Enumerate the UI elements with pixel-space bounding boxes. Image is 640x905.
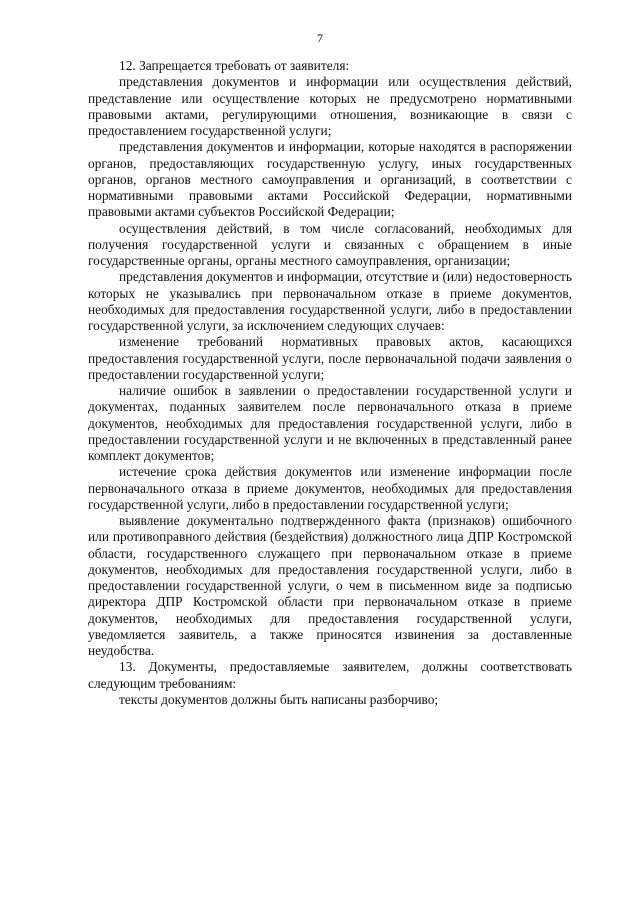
paragraph-documents-actions: представления документов и информации или осуществления действий, представление или осуществление которых не предусмотрено нормативными правовыми актами, регулирующими отношения, возникающие в связи с предоставлением государственной услуги; <box>88 74 572 138</box>
paragraph-legibility: тексты документов должны быть написаны разборчиво; <box>119 691 439 707</box>
paragraph-documents-in-possession: представления документов и информации, которые находятся в распоряжении органов, предоставляющих государственную услугу, иных государственных органов, органов местного самоуправления и организаций, в соответствии с нормативными правовыми актами Российской Федерации, нормативными правовыми актами субъектов Российской Федерации; <box>88 139 572 220</box>
document-body <box>88 58 572 708</box>
page-number: 7 <box>317 31 323 45</box>
paragraph-case-requirements-change: изменение требований нормативных правовых актов, касающихся предоставления государственной услуги, после первоначальной подачи заявления о предоставлении государственной услуги; <box>88 334 572 382</box>
paragraph-case-errors: наличие ошибок в заявлении о предоставлении государственной услуги и документах, поданных заявителем после первоначального отказа в приеме документов, необходимых для предоставления государственной услуги, либо в предоставлении государственной услуги и не включенных в представленный ранее комплект документов; <box>88 383 572 463</box>
paragraph-approvals: осуществления действий, в том числе согласований, необходимых для получения государственной услуги и связанных с обращением в иные государственные органы, органы местного самоуправления, организации; <box>88 220 572 268</box>
paragraph-13-heading: 13. Документы, предоставляемые заявителем, должны соответствовать следующим требованиям: <box>88 659 572 691</box>
paragraph-case-expiry: истечение срока действия документов или изменение информации после первоначального отказа в приеме документов, необходимых для предоставления государственной услуги, либо в предоставлении государственной услуги; <box>88 464 572 512</box>
paragraph-prior-refusal: представления документов и информации, отсутствие и (или) недостоверность которых не указывались при первоначальном отказе в приеме документов, необходимых для предоставления государственной услуги, либо в предоставлении государственной услуги, за исключением следующих случаев: <box>88 269 572 333</box>
paragraph-case-unlawful-action: выявление документально подтвержденного факта (признаков) ошибочного или противоправного действия (бездействия) должностного лица ДПР Костромской области, государственного служащего при первоначальном отказе в приеме документов, необходимых для предоставления государственной услуги, либо в предоставлении государственной услуги, о чем в письменном виде за подписью директора ДПР Костромской области при первоначальном отказе в приеме документов, необходимых для предоставления государственной услуги, уведомляется заявитель, а также приносятся извинения за доставленные неудобства. <box>88 513 572 658</box>
paragraph-12-heading: 12. Запрещается требовать от заявителя: <box>119 58 350 73</box>
